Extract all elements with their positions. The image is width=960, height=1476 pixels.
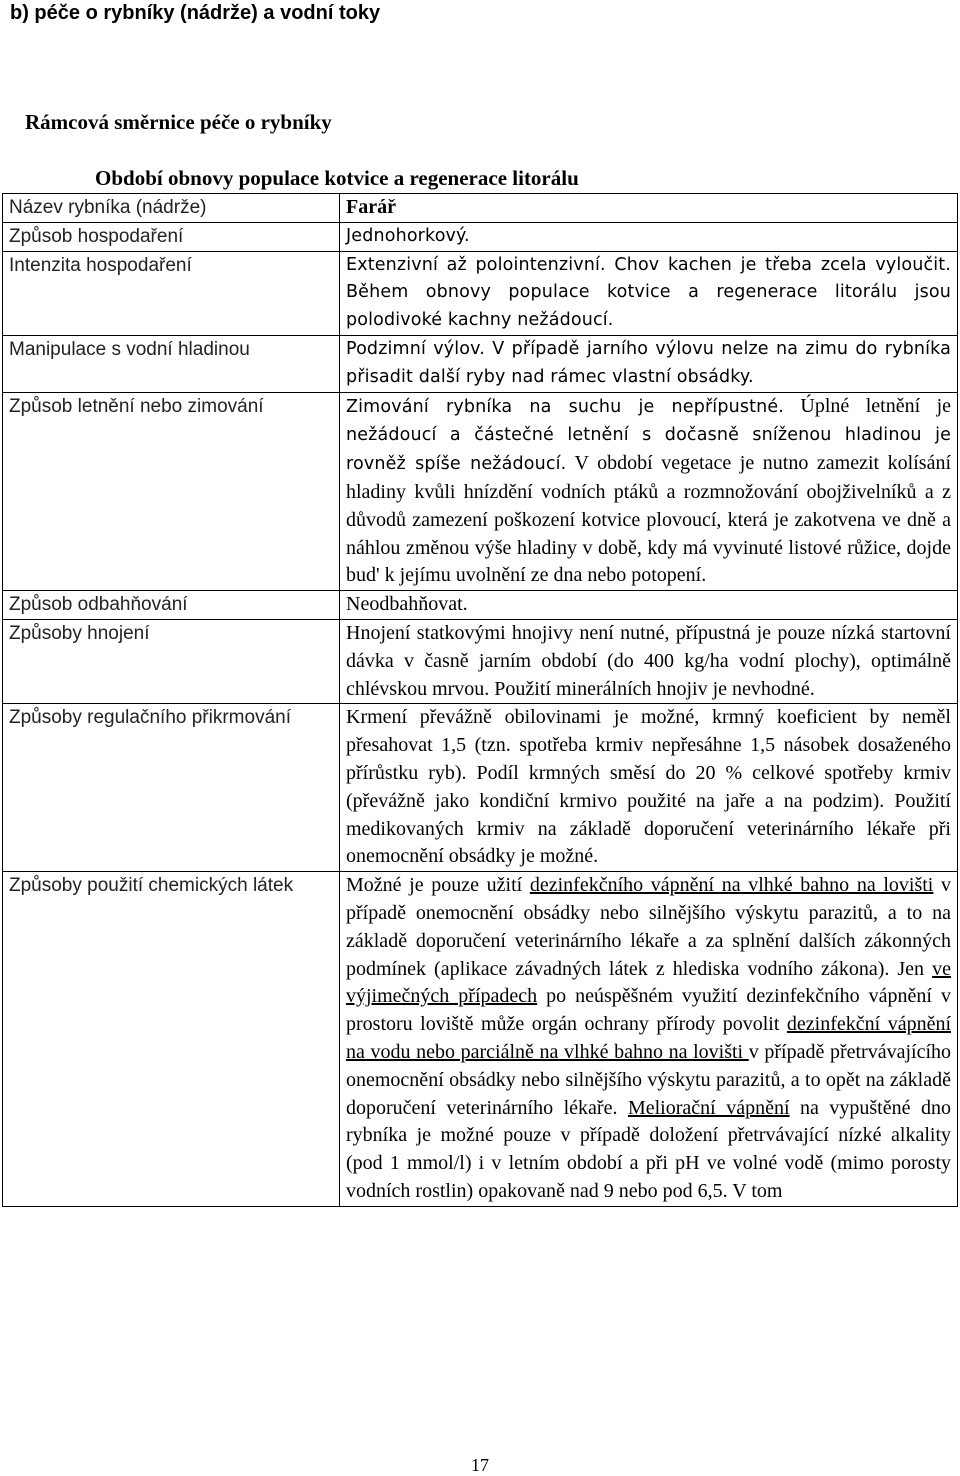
value-part: v případě přetrvávajícího onemocnění obsádky nebo silnějšího výskytu parazitů, a to opět na základě doporučení veterinárního lékaře. (346, 1040, 952, 1119)
value-part: V období vegetace je nutno zamezit kolísání hladiny kvůli hnízdění vodních ptáků a rozmnožování obojživelníků a z důvodů zamezení poškození kotvice plovoucí, která je zakotvena ve dně a náhlou změnou výše hladiny v době, kdy má vyvinuté listové růžice, dojde bud' k jejímu uvolnění ze dna nebo potopení. (346, 452, 952, 587)
row-value: Krmení převážně obilovinami je možné, krmný koeficient by neměl přesahovat 1,5 (tzn. spotřeba krmiv nepřesáhne 1,5 násobek dosaženého přírůstku ryb). Podíl krmných směsí do 20 % celkové spotřeby krmiv (převážně jako kondiční krmivo použité na jaře a na podzim). Použití medikovaných krmiv na základě doporučení veterinárního lékaře při onemocnění obsádky je možné. (340, 704, 958, 872)
row-label: Název rybníka (nádrže) (3, 194, 340, 223)
row-value (340, 392, 958, 591)
row-value: Extenzivní až polointenzivní. Chov kachen je třeba zcela vyloučit. Během obnovy populace kotvice a regenerace litorálu jsou polodivoké kachny nežádoucí. (340, 251, 958, 335)
table-row (3, 591, 958, 620)
table-row (3, 872, 958, 1207)
directive-title: Rámcová směrnice péče o rybníky (25, 110, 332, 134)
row-value: Jednohorkový. (340, 222, 958, 251)
value-part: nežádoucí a částečné letnění s dočasně sníženou hladinou je rovněž spíše nežádoucí. (346, 425, 951, 475)
value-part: Meliorační vápnění (627, 1096, 790, 1119)
row-value (340, 335, 958, 392)
row-label: Způsob hospodaření (3, 222, 340, 251)
value-part: Možné je pouze užití (346, 874, 530, 897)
row-value: Neodbahňovat. (340, 591, 958, 620)
table-row (3, 335, 958, 392)
row-label: Intenzita hospodaření (3, 251, 340, 335)
value-part: dezinfekčního vápnění na vlhké bahno na lovišti (529, 874, 934, 897)
table-row (3, 619, 958, 703)
value-part: na vypuštěné dno rybníka je možné pouze v případě doložení přetrvávající nízké alkality (pod 1 mmol/l) i v letním období a při pH ve volné vodě (mimo porosty vodních rostlin) opakovaně nad 9 nebo pod 6,5. V tom (346, 1096, 951, 1202)
table-row (3, 251, 958, 335)
period-title: Období obnovy populace kotvice a regenerace litorálu (95, 166, 579, 190)
row-label: Způsob odbahňování (3, 591, 340, 620)
value-part: dezinfekční vápnění na vodu nebo parciálně na vlhké bahno na lovišti (346, 1013, 952, 1063)
row-label: Způsoby regulačního přikrmování (3, 704, 340, 872)
value-part: Úplné letnění je (783, 394, 951, 417)
table-row (3, 704, 958, 872)
value-part: ve výjimečných případech (346, 957, 951, 1008)
value-part: Zimování rybníka na suchu je nepřípustné. (346, 396, 784, 417)
value-part: Podzimní výlov. (346, 338, 486, 359)
section-heading: b) péče o rybníky (nádrže) a vodní toky (10, 2, 381, 24)
table-row (3, 194, 958, 223)
table-row (3, 222, 958, 251)
row-value (340, 872, 958, 1207)
row-label: Způsoby hnojení (3, 619, 340, 703)
row-value: Hnojení statkovými hnojivy není nutné, přípustná je pouze nízká startovní dávka v časně jarním období (do 400 kg/ha vodní plochy), optimálně chlévskou mrvou. Použití minerálních hnojiv je nevhodné. (340, 619, 958, 703)
page-number: 17 (471, 1455, 489, 1475)
row-label: Manipulace s vodní hladinou (3, 335, 340, 392)
care-directive-table (2, 193, 958, 1207)
table-row (3, 392, 958, 591)
row-label: Způsoby použití chemických látek (3, 872, 340, 1207)
row-value: Farář (340, 194, 958, 223)
value-part: v případě onemocnění obsádky nebo silnějšího výskytu parazitů, a to na základě doporučení veterinárního lékaře a za splnění dalších zákonných podmínek (aplikace závadných látek z hlediska vodního zákona). Jen (346, 874, 951, 980)
value-part: V případě jarního výlovu nelze na zimu do rybníka přisadit další ryby nad rámec vlastní obsádky. (346, 338, 952, 387)
value-part: po neúspěšném využití dezinfekčního vápnění v prostoru loviště může orgán ochrany přírody povolit (346, 985, 951, 1036)
row-label: Způsob letnění nebo zimování (3, 392, 340, 591)
